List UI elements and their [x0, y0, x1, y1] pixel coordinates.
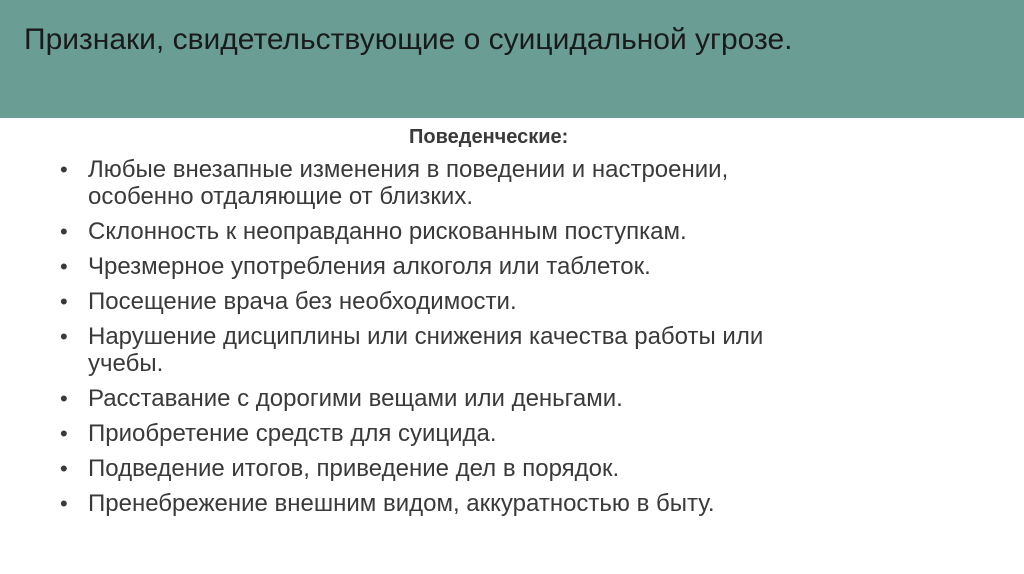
bullet-text: Нарушение дисциплины или снижения качества работы или учебы.: [88, 323, 764, 377]
bullet-item: [60, 253, 940, 280]
bullet-icon: •: [60, 324, 68, 349]
bullet-item: [60, 420, 940, 447]
bullet-icon: •: [60, 254, 68, 279]
bullet-item: [60, 156, 940, 210]
bullet-icon: •: [60, 456, 68, 481]
bullet-item: [60, 490, 940, 517]
bullet-text: Посещение врача без необходимости.: [88, 288, 517, 315]
bullet-text: Любые внезапные изменения в поведении и настроении, особенно отдаляющие от близких.: [88, 156, 729, 210]
bullet-text: Пренебрежение внешним видом, аккуратностью в быту.: [88, 490, 715, 517]
header-band: [0, 0, 1024, 118]
bullet-item: [60, 385, 940, 412]
bullet-list: [60, 156, 940, 517]
bullet-icon: •: [60, 289, 68, 314]
bullet-icon: •: [60, 491, 68, 516]
bullet-icon: •: [60, 386, 68, 411]
slide-content: [60, 124, 940, 525]
bullet-icon: •: [60, 219, 68, 244]
bullet-item: [60, 218, 940, 245]
bullet-icon: •: [60, 421, 68, 446]
section-heading: Поведенческие:: [409, 126, 569, 148]
bullet-text: Приобретение средств для суицида.: [88, 420, 497, 447]
slide-title: Признаки, свидетельствующие о суицидальной угрозе.: [24, 23, 793, 56]
bullet-text: Расставание с дорогими вещами или деньгами.: [88, 385, 623, 412]
bullet-item: [60, 288, 940, 315]
bullet-item: [60, 455, 940, 482]
bullet-text: Подведение итогов, приведение дел в порядок.: [88, 455, 620, 482]
bullet-item: [60, 323, 940, 377]
bullet-text: Чрезмерное употребления алкоголя или таблеток.: [88, 253, 651, 280]
bullet-text: Склонность к неоправданно рискованным поступкам.: [88, 218, 687, 245]
bullet-icon: •: [60, 157, 68, 182]
